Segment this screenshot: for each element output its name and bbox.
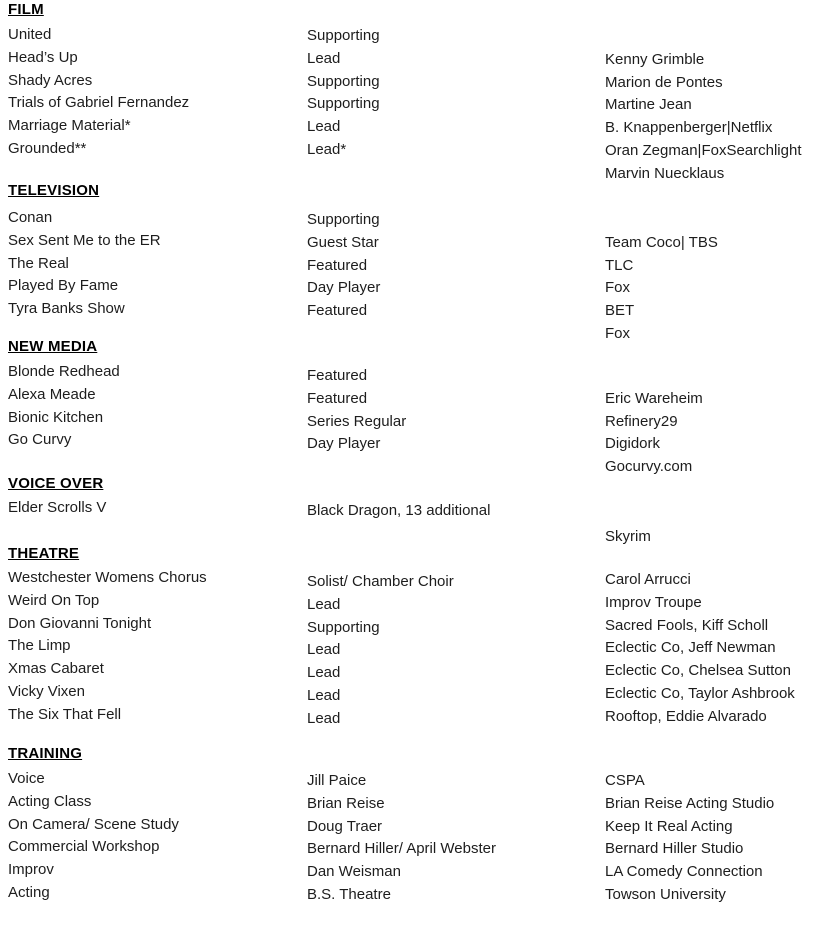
column-titles [8,207,304,321]
entry-credit: Eclectic Co, Chelsea Sutton [605,662,791,680]
entry-title: Westchester Womens Chorus [8,569,207,586]
column-roles [307,25,602,162]
entry-role: Supporting [307,211,380,228]
entry-title: Go Curvy [8,431,72,449]
entry-credit: Brian Reise Acting Studio [605,794,775,812]
entry-role: Guest Star [307,233,379,251]
entry-title: Marriage Material* [8,117,131,135]
entry-credit: Eclectic Co, Taylor Ashbrook [605,684,795,702]
entry-role: Lead* [307,140,347,158]
entry-credit: Martine Jean [605,96,692,114]
entry-credit: B. Knappenberger|Netflix [605,119,773,137]
entry-title: Trials of Gabriel Fernandez [8,94,190,112]
column-credits [605,26,837,186]
entry-credit: CSPA [605,772,645,789]
entry-credit: Gocurvy.com [605,458,693,476]
entry-credit: Refinery29 [605,412,678,430]
column-roles [307,500,602,523]
entry-title: Commercial Workshop [8,838,160,856]
entry-role: Brian Reise [307,794,385,812]
entry-title: On Camera/ Scene Study [8,815,179,833]
entry-credit [605,503,837,526]
column-titles [8,361,304,452]
entry-role: Lead [307,595,341,613]
entry-credit: Marvin Nuecklaus [605,164,725,182]
column-roles [307,770,602,907]
entry-credit: Digidork [605,435,661,453]
column-roles [307,209,602,323]
entry-role: Featured [307,367,368,384]
section-title: TRAINING [8,745,83,762]
entry-title: Played By Fame [8,277,119,295]
entry-title: Acting [8,883,50,901]
column-credits [605,770,837,907]
entry-credit [605,26,837,49]
entry-title: Grounded** [8,139,87,157]
entry-title: Elder Scrolls V [8,499,107,516]
entry-role: Series Regular [307,412,407,430]
entry-title: Acting Class [8,792,92,810]
entry-title: Head’s Up [8,48,78,66]
entry-credit [605,365,837,388]
entry-role: Supporting [307,618,380,636]
entry-role: Doug Traer [307,817,383,835]
entry-title: Alexa Meade [8,385,96,403]
entry-role: Supporting [307,95,380,113]
entry-role: Lead [307,49,341,67]
entry-role: Day Player [307,435,381,453]
column-credits [605,209,837,346]
entry-credit: Towson University [605,885,726,903]
entry-credit: Eclectic Co, Jeff Newman [605,639,776,657]
entry-role: Lead [307,641,341,659]
entry-role: Supporting [307,27,380,44]
entry-title: Vicky Vixen [8,682,85,700]
entry-title: The Six That Fell [8,705,122,723]
entry-title: Shady Acres [8,71,93,89]
entry-credit: Bernard Hiller Studio [605,840,744,858]
entry-role: Day Player [307,279,381,297]
entry-credit: BET [605,302,635,320]
column-credits [605,503,837,549]
entry-role: Lead [307,664,341,682]
entry-credit: Fox [605,324,631,342]
entry-title: Don Giovanni Tonight [8,614,152,632]
entry-role: Featured [307,389,368,407]
entry-title: Sex Sent Me to the ER [8,231,161,249]
entry-role: Featured [307,256,368,274]
entry-title: Blonde Redhead [8,363,120,380]
column-titles [8,497,304,520]
entry-credit: TLC [605,256,634,274]
entry-credit: LA Comedy Connection [605,863,763,881]
entry-credit: Kenny Grimble [605,50,705,68]
section-title: FILM [8,1,44,18]
entry-role: Lead [307,709,341,727]
entry-credit: Improv Troupe [605,593,702,611]
entry-role: Jill Paice [307,772,367,789]
entry-title: Weird On Top [8,591,100,609]
entry-role: Solist/ Chamber Choir [307,573,454,590]
column-titles [8,24,304,161]
entry-title: Bionic Kitchen [8,408,104,426]
entry-title: Voice [8,770,45,787]
section-title: VOICE OVER [8,475,104,492]
entry-role: Dan Weisman [307,863,401,881]
entry-role: B.S. Theatre [307,885,391,903]
entry-credit: Rooftop, Eddie Alvarado [605,707,767,725]
column-credits [605,365,837,479]
entry-credit: Keep It Real Acting [605,817,733,835]
column-roles [307,571,602,731]
column-titles [8,768,304,905]
entry-title: Xmas Cabaret [8,660,104,678]
entry-credit [605,209,837,232]
entry-role: Lead [307,686,341,704]
section-title: TELEVISION [8,182,100,199]
entry-credit: Eric Wareheim [605,389,703,407]
entry-role: Featured [307,302,368,320]
entry-title: Tyra Banks Show [8,300,125,318]
entry-role: Black Dragon, 13 additional [307,502,491,519]
entry-credit: Fox [605,279,631,297]
entry-credit: Marion de Pontes [605,73,723,91]
entry-title: Improv [8,861,54,879]
section-title: THEATRE [8,545,80,562]
entry-role: Supporting [307,72,380,90]
entry-credit: Team Coco| TBS [605,233,718,251]
entry-credit: Skyrim [605,527,651,545]
entry-credit: Oran Zegman|FoxSearchlight [605,141,802,159]
entry-credit: Carol Arrucci [605,571,691,588]
entry-title: The Real [8,254,69,272]
column-roles [307,365,602,456]
entry-title: The Limp [8,637,71,655]
column-titles [8,567,304,727]
entry-title: United [8,26,52,43]
entry-credit: Sacred Fools, Kiff Scholl [605,616,769,634]
column-credits [605,569,837,729]
entry-role: Bernard Hiller/ April Webster [307,840,496,858]
section-title: NEW MEDIA [8,338,98,355]
entry-role: Lead [307,118,341,136]
entry-title: Conan [8,209,53,226]
